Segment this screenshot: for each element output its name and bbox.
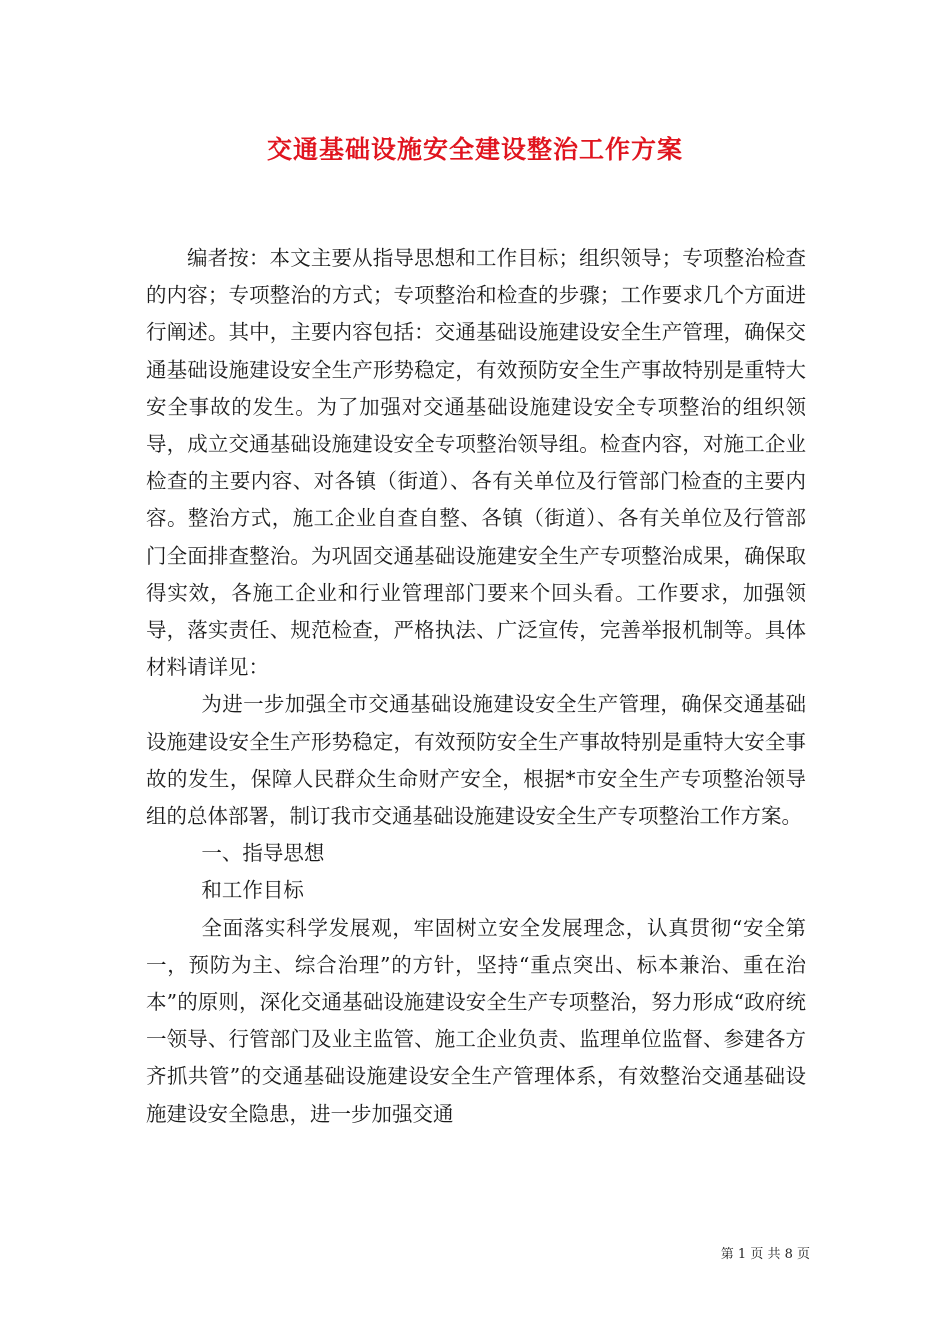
editor-note-paragraph: 编者按：本文主要从指导思想和工作目标；组织领导；专项整治检查的内容；专项整治的方式；专项整治和检查的步骤；工作要求几个方面进行阐述。其中，主要内容包括：交通基础设施建设安全生产管理，确保交通基础设施建设安全生产形势稳定，有效预防安全生产事故特别是重特大安全事故的发生。为了加强对交通基础设施建设安全专项整治的组织领导，成立交通基础设施建设安全专项整治领导组。检查内容，对施工企业检查的主要内容、对各镇（街道）、各有关单位及行管部门检查的主要内容。整治方式，施工企业自查自整、各镇（街道）、各有关单位及行管部门全面排查整治。为巩固交通基础设施建安全生产专项整治成果，确保取得实效，各施工企业和行业管理部门要来个回头看。工作要求，加强领导，落实责任、规范检查，严格执法、广泛宣传，完善举报机制等。具体材料请详见： <box>146 246 806 680</box>
intro-paragraph: 为进一步加强全市交通基础设施建设安全生产管理，确保交通基础设施建设安全生产形势稳定，有效预防安全生产事故特别是重特大安全事故的发生，保障人民群众生命财产安全，根据*市安全生产专项整治领导组的总体部署，制订我市交通基础设施建设安全生产专项整治工作方案。 <box>146 692 806 829</box>
section-heading: 一、指导思想 <box>201 841 325 866</box>
guiding-principle-paragraph: 全面落实科学发展观，牢固树立安全发展理念，认真贯彻“安全第一，预防为主、综合治理”的方针，坚持“重点突出、标本兼治、重在治本”的原则，深化交通基础设施建设安全生产专项整治，努力形成“政府统一领导、行管部门及业主监管、施工企业负责、监理单位监督、参建各方齐抓共管”的交通基础设施建设安全生产管理体系，有效整治交通基础设施建设安全隐患，进一步加强交通 <box>146 915 806 1126</box>
section-heading-continued: 和工作目标 <box>201 878 304 903</box>
page-number: 第 1 页 共 8 页 <box>720 1247 810 1262</box>
document-title: 交通基础设施安全建设整治工作方案 <box>266 135 683 164</box>
document-body <box>146 240 806 1133</box>
